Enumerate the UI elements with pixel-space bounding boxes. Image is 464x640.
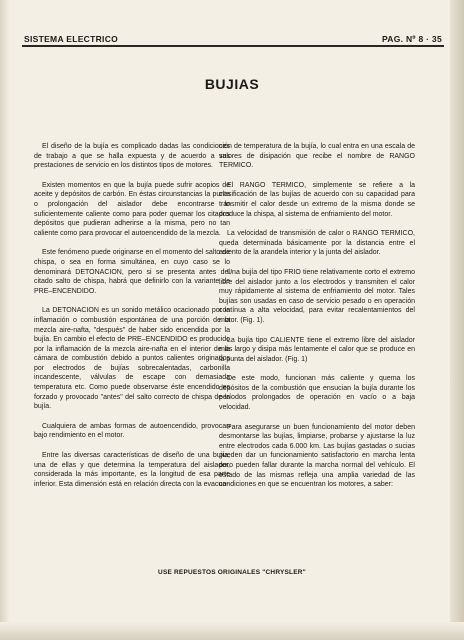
paragraph: ción de temperatura de la bujía, lo cual entra en una escala de valores de disipación que recibe el nombre de RANGO TERMICO. (219, 143, 415, 170)
page-left-shadow (0, 0, 10, 640)
header-rule (22, 45, 444, 47)
page-right-edge (450, 0, 464, 640)
page-title: BUJIAS (204, 76, 260, 92)
paragraph: La bujía tipo CALIENTE tiene el extremo libre del aislador más largo y disipa más lentamente el calor que se produce en la punta del aislador. (Fig. 1) (219, 336, 415, 363)
page-number: PAG. Nº 8 · 35 (381, 34, 442, 44)
paragraph: Una bujía del tipo FRIO tiene relativamente corto el extremo libre del aislador junto a los electrodos y transmiten el calor muy rápidamente al sistema de enfriamiento del motor. Tales bujías son usadas en caso de servicio pesado o en operación contínua a alta velocidad, para evitar recalentamientos del motor. (Fig. 1). (219, 268, 415, 324)
paragraph: Cualquiera de ambas formas de autoencendido, provocan bajo rendimiento en el motor. (34, 422, 230, 440)
page-header (24, 30, 442, 44)
right-column (219, 142, 415, 500)
paragraph: El RANGO TERMICO, simplemente se refiere a la clasificación de las bujías de acuerdo con su capacidad para transmitir el calor desde un extremo de la misma donde se produce la chispa, al sistema de enfriamiento del motor. (219, 181, 415, 218)
left-column (34, 142, 230, 499)
paragraph: Existen momentos en que la bujía puede sufrir acopios de aceite y depósitos de carbón. En éstas circunstancias la punta o prolongación del aislador debe encontrarse lo suficientemente caliente como para poder quemar los citados depósitos que pudieran adherirse a la misma, pero no tan caliente como para provocar el autoencendido de la mezcla. (34, 181, 230, 237)
paragraph: Este fenómeno puede originarse en el momento del salto de chispa, o sea en forma simultánea, en cuyo caso se lo denominará DETONACION, pero si se presenta antes del citado salto de chispa, habrá que definirlo con la variante de PRE–ENCENDIDO. (34, 249, 230, 295)
paragraph: El diseño de la bujía es complicado dadas las condiciones de trabajo a que se halla expuesta y de acuerdo a sus prestaciones de servicio en los distintos tipos de motores. (34, 143, 230, 170)
page-bottom-shadow (0, 622, 464, 640)
paragraph: La DETONACION es un sonido metálico ocacionado por la inflamación o combustión espontánea de una porción de la mezcla aire-nafta, "después" de haber sido encendida por la bujía. En cambio el efecto de PRE–ENCENDIDO es producido por la inflamación de la mezcla aire-nafta en el interior de la cámara de combustión debido a puntos calientes originados por electrodos de bujías sobrecalentadas, carbonilla incandescente, válvulas de escape con demasiada temperatura etc. Como puede observarse éste encendido es forzado y provocado "antes" del salto correcto de chispa de la bujía. (34, 307, 230, 411)
paragraph: De este modo, funcionan más caliente y quema los depósitos de la combustión que ensucian la bujía durante los períodos prolongados de operación en vacío o a baja velocidad. (219, 375, 415, 412)
paragraph: Entre las diversas características de diseño de una bujía, una de ellas y que determina la temperatura del aislador, considerada la más importante, es la longitud de esa parte inferior. Esta dimensión está en relación directa con la evacua- (34, 452, 230, 488)
paragraph: La velocidad de transmisión de calor o RANGO TERMICO, queda determinada básicamente por la distancia entre el asiento de la arandela interior y la junta del aislador. (219, 230, 415, 257)
page-footer: USE REPUESTOS ORIGINALES "CHRYSLER" (158, 569, 306, 576)
section-title: SISTEMA ELECTRICO (24, 34, 119, 44)
paragraph: Para asegurarse un buen funcionamiento del motor deben desmontarse las bujías, limpiarse, probarse y ajustarse la luz entre electrodos cada 6.000 km. Las bujías gastadas o sucias pueden dar un funcionamiento satisfactorio en marcha lenta pero pueden fallar durante la marcha normal del vehículo. El estado de las mismas refleja una amplia variedad de las condiciones en que se encuentran los motores, a saber: (219, 423, 415, 489)
